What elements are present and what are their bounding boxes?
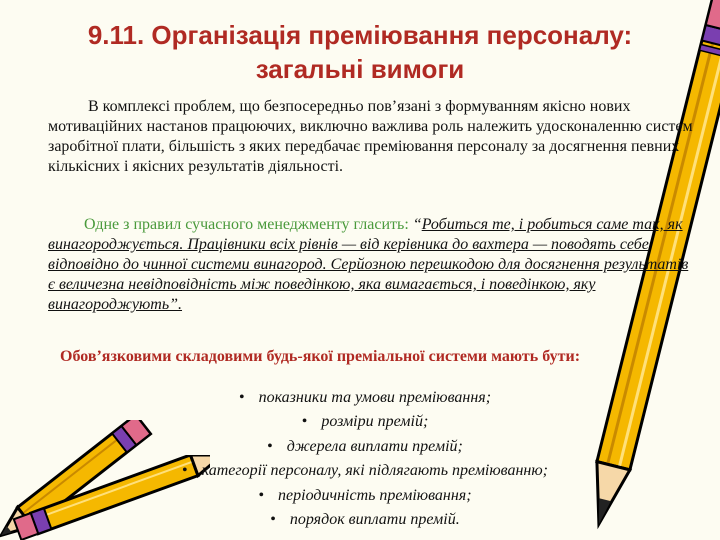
bullet-icon: •: [238, 389, 245, 406]
bullet-icon: •: [267, 437, 273, 455]
list-item-text: категорії персоналу, які підлягають преміюванню;: [201, 462, 548, 480]
list-item: [120, 435, 610, 459]
list-item-text: розміри премій;: [321, 413, 429, 431]
rule-paragraph: [48, 215, 698, 315]
title-line-1: 9.11. Організація преміювання персоналу:: [87, 20, 633, 50]
list-item-text: джерела виплати премій;: [286, 437, 463, 455]
components-list: [120, 386, 610, 532]
list-item-text: періодичність преміювання;: [278, 486, 472, 504]
page-title: [30, 18, 690, 86]
bullet-icon: •: [301, 413, 308, 431]
list-item-text: показники та умови преміювання;: [258, 389, 492, 406]
bullet-icon: •: [270, 511, 276, 529]
intro-paragraph: В комплексі проблем, що безпосередньо пов’язані з формуванням якісно нових мотиваційних настанов працюючих, виключно важлива роль належить удосконаленню систем заробітної плати, більшість з яких передбачає преміювання персоналу за досягнення певних кількісних і якісних результатів діяльності.: [48, 98, 693, 175]
list-item: [120, 459, 610, 483]
list-item: [120, 386, 610, 410]
rule-quote: Робиться те, і робиться саме так, як винагороджується. Працівники всіх рівнів — від керівника до вахтера — поводять себе відповідно до чинної системи винагород. Серйозною перешкодою для досягнення результатів є величезна невідповідність між поведінкою, яка вимагається, і поведінкою, яку винагороджують”.: [48, 216, 689, 313]
bullet-icon: •: [258, 486, 265, 504]
list-item-text: порядок виплати премій.: [289, 511, 460, 529]
quote-open-mark: “: [412, 216, 422, 233]
list-item: [120, 410, 610, 434]
list-item: [120, 484, 610, 508]
list-item: [120, 508, 610, 532]
bullet-icon: •: [182, 462, 188, 480]
rule-lead-text: Одне з правил сучасного менеджменту гласить:: [84, 216, 413, 233]
title-line-2: загальні вимоги: [255, 54, 465, 84]
components-heading: Обов’язковими складовими будь-якої преміальної системи мають бути:: [60, 348, 581, 365]
